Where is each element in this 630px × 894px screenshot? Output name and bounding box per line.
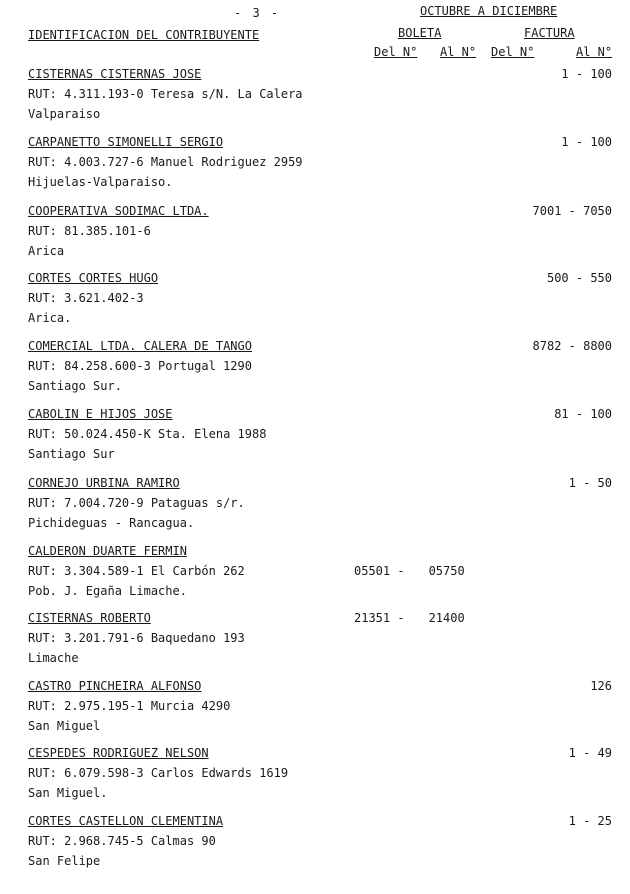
boleta-al: 21400: [428, 611, 465, 625]
contributor-rut: RUT: 2.968.745-5 Calmas 90: [28, 834, 216, 848]
contributor-city: Pob. J. Egaña Limache.: [28, 584, 187, 598]
factura-range: 1 - 100: [561, 67, 612, 81]
contributor-city: San Miguel: [28, 719, 101, 733]
boleta-range: [354, 611, 465, 625]
contributor-rut: RUT: 7.004.720-9 Pataguas s/r.: [28, 496, 245, 510]
contributor-entry: [28, 679, 628, 743]
contributor-rut: RUT: 84.258.600-3 Portugal 1290: [28, 359, 252, 373]
contributor-city: Santiago Sur.: [28, 379, 122, 393]
contributor-name: CASTRO PINCHEIRA ALFONSO: [28, 679, 202, 693]
contributor-entry: [28, 544, 628, 608]
contributor-entry: [28, 407, 628, 471]
contributor-city: Valparaiso: [28, 107, 101, 121]
contributor-rut: RUT: 3.201.791-6 Baquedano 193: [28, 631, 245, 645]
contributor-city: Limache: [28, 651, 79, 665]
contributor-city: San Miguel.: [28, 786, 108, 800]
factura-range: 1 - 100: [561, 135, 612, 149]
factura-range: 500 - 550: [546, 271, 612, 285]
boleta-del: 21351 -: [354, 611, 405, 625]
contributor-rut: RUT: 6.079.598-3 Carlos Edwards 1619: [28, 766, 289, 780]
page-number: - 3 -: [234, 6, 281, 20]
contributor-name: CORNEJO URBINA RAMIRO: [28, 476, 180, 490]
contributor-rut: RUT: 50.024.450-K Sta. Elena 1988: [28, 427, 267, 441]
contributor-city: Arica.: [28, 311, 72, 325]
contributor-name: CARPANETTO SIMONELLI SERGIO: [28, 135, 224, 149]
factura-range: 1 - 49: [568, 746, 612, 760]
contributor-rut: RUT: 4.311.193-0 Teresa s/N. La Calera: [28, 87, 303, 101]
contributor-entry: [28, 339, 628, 403]
factura-range: 1 - 25: [568, 814, 612, 828]
contributor-entry: [28, 814, 628, 878]
factura-range: 126: [590, 679, 612, 693]
contributor-name: CALDERON DUARTE FERMIN: [28, 544, 187, 558]
contributor-rut: RUT: 81.385.101-6: [28, 224, 151, 238]
factura-range: 81 - 100: [554, 407, 612, 421]
boleta-del: 05501 -: [354, 564, 405, 578]
contributor-name: CISTERNAS CISTERNAS JOSE: [28, 67, 202, 81]
contributor-city: Arica: [28, 244, 65, 258]
contributor-entry: [28, 271, 628, 335]
contributor-entry: [28, 135, 628, 199]
contributor-name: CISTERNAS ROBERTO: [28, 611, 151, 625]
contributor-entry: [28, 746, 628, 810]
contributor-entry: [28, 611, 628, 675]
ident-heading: IDENTIFICACION DEL CONTRIBUYENTE: [28, 28, 260, 42]
col-boleta-al: Al N°: [440, 45, 477, 59]
factura-range: 7001 - 7050: [532, 204, 612, 218]
factura-range: 1 - 50: [568, 476, 612, 490]
col-factura-del: Del N°: [491, 45, 535, 59]
contributor-city: Hijuelas-Valparaiso.: [28, 175, 173, 189]
contributor-rut: RUT: 3.304.589-1 El Carbón 262: [28, 564, 245, 578]
contributor-name: COMERCIAL LTDA. CALERA DE TANGO: [28, 339, 252, 353]
contributor-name: CABOLIN E HIJOS JOSE: [28, 407, 173, 421]
contributor-city: Santiago Sur: [28, 447, 115, 461]
contributor-city: Pichideguas - Rancagua.: [28, 516, 195, 530]
contributor-entry: [28, 67, 628, 131]
boleta-al: 05750: [428, 564, 465, 578]
boleta-heading: BOLETA: [398, 26, 442, 40]
col-boleta-del: Del N°: [374, 45, 418, 59]
contributor-rut: RUT: 4.003.727-6 Manuel Rodriguez 2959: [28, 155, 303, 169]
contributor-city: San Felipe: [28, 854, 101, 868]
contributor-rut: RUT: 3.621.402-3: [28, 291, 144, 305]
contributor-name: CORTES CORTES HUGO: [28, 271, 159, 285]
contributor-name: CESPEDES RODRIGUEZ NELSON: [28, 746, 209, 760]
factura-heading: FACTURA: [524, 26, 575, 40]
period-title: OCTUBRE A DICIEMBRE: [420, 4, 558, 18]
boleta-range: [354, 564, 465, 578]
contributor-name: COOPERATIVA SODIMAC LTDA.: [28, 204, 209, 218]
contributor-name: CORTES CASTELLON CLEMENTINA: [28, 814, 224, 828]
contributor-entry: [28, 476, 628, 540]
contributor-rut: RUT: 2.975.195-1 Murcia 4290: [28, 699, 231, 713]
col-factura-al: Al N°: [576, 45, 613, 59]
factura-range: 8782 - 8800: [532, 339, 612, 353]
contributor-entry: [28, 204, 628, 268]
